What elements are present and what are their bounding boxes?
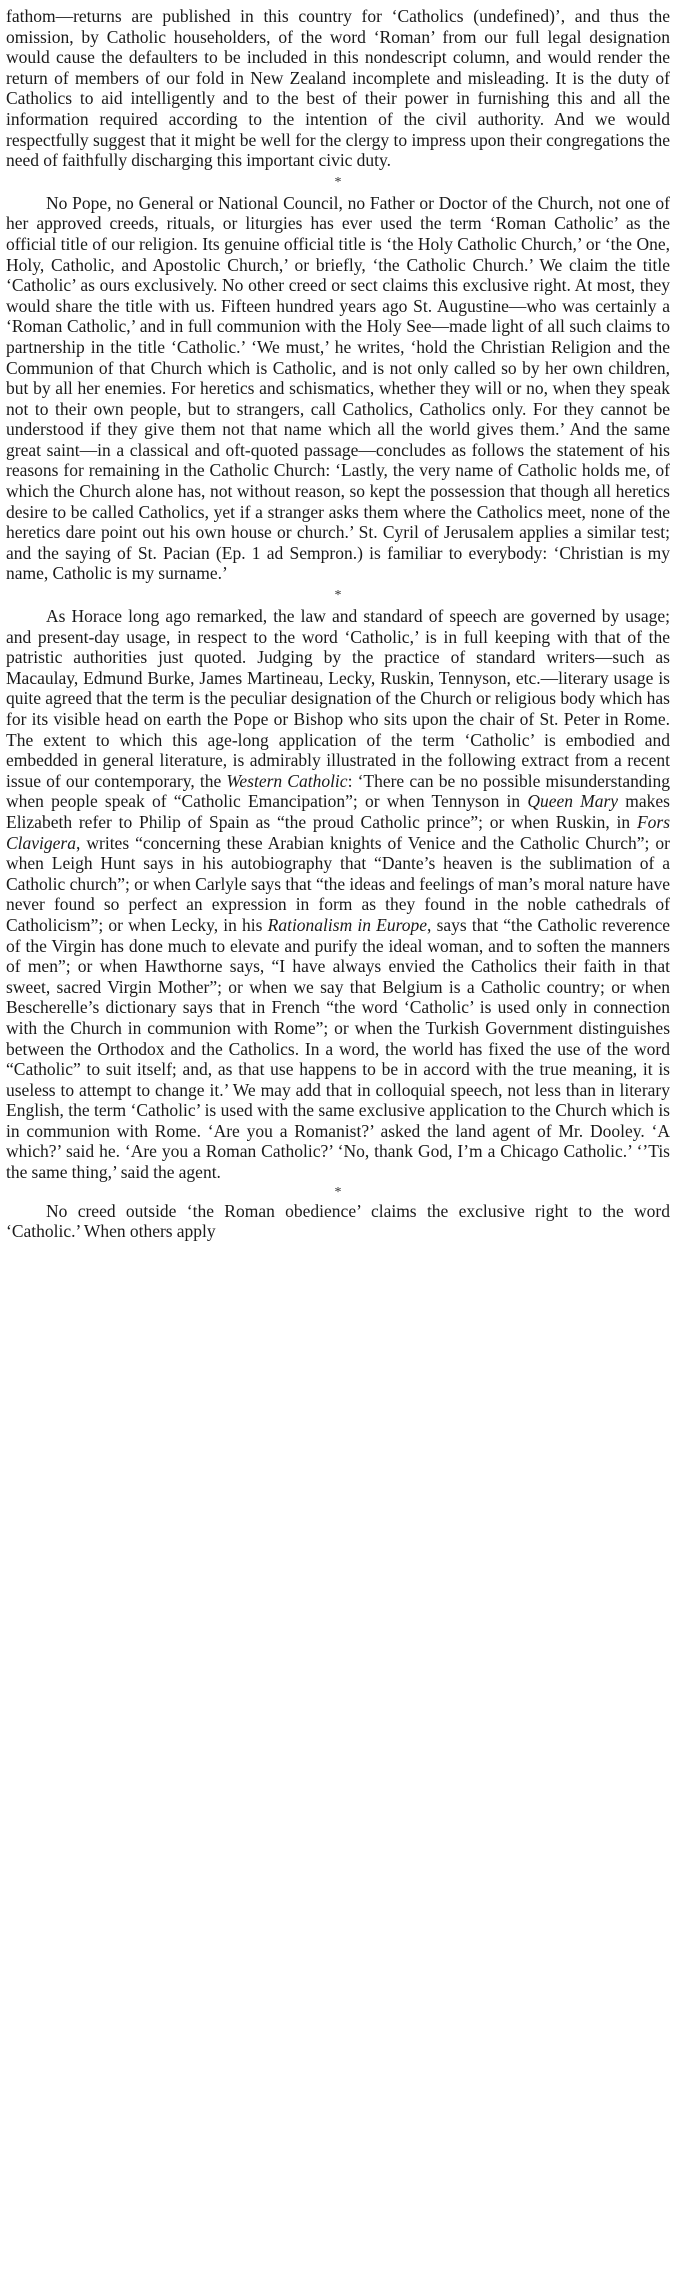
paragraph-usage-horace (6, 606, 670, 1183)
text-fragment: : ‘There can be no possible misunderstanding when people speak of “Catholic Emancipation”; or when Tennyson in (6, 770, 670, 812)
text-fragment: , writes “concerning these Arabian knights of Venice and the Catholic Church”; or when Leigh Hunt says in his autobiography that “Dante’s heaven is the sublimation of a Catholic church”; or when Carlyle says that “the ideas and feelings of man’s moral nature have never found so perfect an expression in form as they found in the noble cathedrals of Catholicism”; or when Lecky, in his (6, 832, 670, 935)
text-fragment: , says that “the Catholic reverence of the Virgin has done much to elevate and purify the ideal woman, and to soften the manners of men”; or when Hawthorne says, “I have always envied the Catholics their faith in that sweet, sacred Virgin Mother”; or when we say that Belgium is a Catholic country; or when Bescherelle’s dictionary says that in French “the word ‘Catholic’ is used only in connection with the Church in communion with Rome”; or when the Turkish Government distinguishes between the Orthodox and the Catholics. In a word, the world has fixed the use of the word “Catholic” to suit itself; and, as that use happens to be in accord with the true meaning, it is useless to attempt to change it.’ We may add that in colloquial speech, not less than in literary English, the term ‘Catholic’ is used with the same exclusive application to the Church which is in communion with Rome. ‘Are you a Romanist?’ asked the land agent of Mr. Dooley. ‘A which?’ said he. ‘Are you a Roman Catholic?’ ‘No, thank God, I’m a Chicago Catholic.’ ‘’Tis the same thing,’ said the agent. (6, 914, 671, 1183)
paragraph-no-creed-outside (6, 1201, 670, 1242)
italic-title-rationalism-in-europe: Rationalism in Europe (267, 914, 428, 935)
paragraph-catholic-title (6, 193, 670, 584)
italic-title-queen-mary: Queen Mary (527, 791, 619, 812)
italic-title-western-catholic: Western Catholic (226, 770, 348, 791)
text-fragment: makes Elizabeth refer to Philip of Spain as “the proud Catholic prince”; or when Ruskin, in (6, 791, 670, 832)
text-fragment: No Pope, no General or National Council, no Father or Doctor of the Church, not one of her approved creeds, rituals, or liturgies has ever used the term ‘Roman Catholic’ as the official title of our religion. Its genuine official title is ‘the Holy Catholic Church,’ or ‘the One, Holy, Catholic, and Apostolic Church,’ or briefly, ‘the Catholic Church.’ We claim the title ‘Catholic’ as ours exclusively. No other creed or sect claims this exclusive right. At most, they would share the title with us. Fifteen hundred years ago St. Augustine—who was certainly a ‘Roman Catholic,’ and in full communion with the Holy See—made light of all such claims to partnership in the title ‘Catholic.’ ‘We must,’ he writes, ‘hold the Christian Religion and the Communion of that Church which is Catholic, and is not only called so by her own children, but by all her enemies. For heretics and schismatics, whether they will or no, when they speak not to their own people, but to strangers, call Catholics, Catholics only. For they cannot be understood if they give them not that name which all the world gives them.’ And the same great saint—in a classical and oft-quoted passage—concludes as follows the statement of his reasons for remaining in the Catholic Church: ‘Lastly, the very name of Catholic holds me, of which the Church alone has, not without reason, so kept the possession that though all heretics desire to be called Catholics, yet if a stranger asks them where the Catholics meet, none of the heretics dare point out his own house or church.’ St. Cyril of Jerusalem applies a similar test; and the saying of St. Pacian (Ep. 1 ad Sempron.) is familiar to everybody: ‘Christian is my name, Catholic is my surname.’ (6, 192, 670, 584)
section-separator-asterisk: * (334, 174, 342, 190)
text-fragment: fathom—returns are published in this country for ‘Catholics (undefined)’, and thus the omission, by Catholic householders, of the word ‘Roman’ from our full legal designation would cause the defaulters to be included in this nondescript column, and would render the return of members of our fold in New Zealand incomplete and misleading. It is the duty of Catholics to aid intelligently and to the best of their power in furnishing this and all the information required according to the intention of the civil authority. And we would respectfully suggest that it might be well for the clergy to impress upon their congregations the need of faithfully discharging this important civic duty. (6, 6, 670, 171)
italic-title-fors-clavigera: Fors Clavigera (6, 811, 670, 853)
text-fragment: No creed outside ‘the Roman obedience’ claims the exclusive right to the word ‘Catholic.’ When others apply (6, 1200, 670, 1242)
section-separator-asterisk: * (334, 588, 342, 604)
paragraph-census-return (6, 6, 670, 171)
text-fragment: As Horace long ago remarked, the law and standard of speech are governed by usage; and present-day usage, in respect to the word ‘Catholic,’ is in full keeping with that of the patristic authorities just quoted. Judging by the practice of standard writers—such as Macaulay, Edmund Burke, James Martineau, Lecky, Ruskin, Tennyson, etc.—literary usage is quite agreed that the term is the peculiar designation of the Church or religious body which has for its visible head on earth the Pope or Bishop who sits upon the chair of St. Peter in Rome. The extent to which this age-long application of the term ‘Catholic’ is embodied and embedded in general literature, is admirably illustrated in the following extract from a recent issue of our contemporary, the (6, 606, 670, 791)
section-separator-asterisk: * (334, 1184, 342, 1200)
